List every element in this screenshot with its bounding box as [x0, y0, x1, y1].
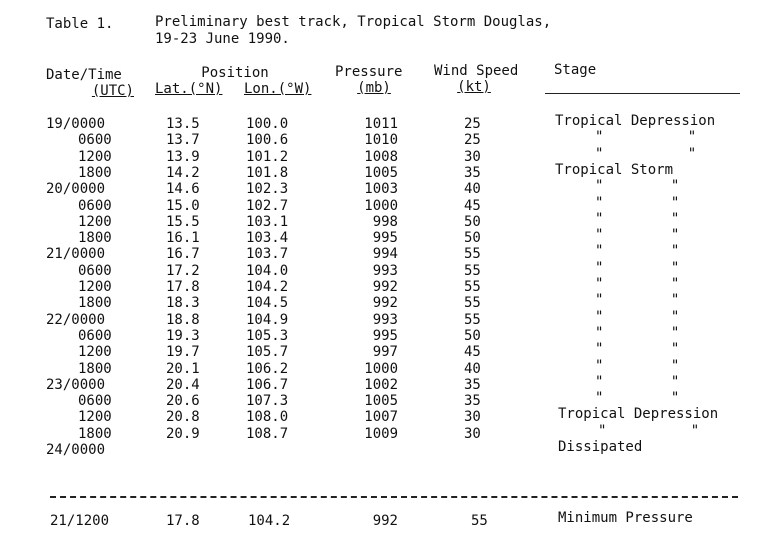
row-lat: 20.9	[166, 426, 200, 442]
row-stage: " "	[595, 325, 680, 341]
row-stage: Tropical Storm	[555, 162, 674, 178]
row-pressure: 1002	[364, 377, 398, 393]
row-lat: 19.3	[166, 328, 200, 344]
header-pressure: Pressure	[335, 64, 403, 80]
row-time: 0600	[78, 393, 112, 409]
row-lat: 15.0	[166, 198, 200, 214]
row-wind: 35	[464, 165, 481, 181]
table-label: Table 1.	[46, 16, 114, 32]
header-lon: Lon.(°W)	[244, 81, 312, 97]
row-lon: 108.7	[246, 426, 289, 442]
row-wind: 30	[464, 426, 481, 442]
row-stage: " "	[595, 243, 680, 259]
row-wind: 55	[464, 246, 481, 262]
row-stage: Tropical Depression	[555, 113, 716, 129]
header-mb: (mb)	[357, 80, 391, 96]
row-stage: " "	[595, 227, 680, 243]
row-time: 1800	[78, 165, 112, 181]
row-time: 23/0000	[46, 377, 106, 393]
row-lon: 102.3	[246, 181, 289, 197]
row-lon: 105.7	[246, 344, 289, 360]
row-time: 22/0000	[46, 312, 106, 328]
row-time: 24/0000	[46, 442, 106, 458]
row-lon: 104.9	[246, 312, 289, 328]
row-lat: 17.8	[166, 279, 200, 295]
row-lat: 20.1	[166, 361, 200, 377]
row-lat: 13.9	[166, 149, 200, 165]
header-position: Position	[201, 65, 269, 81]
row-pressure: 1003	[364, 181, 398, 197]
row-pressure: 1011	[364, 116, 398, 132]
row-lon: 104.2	[246, 279, 289, 295]
row-pressure: 1000	[364, 198, 398, 214]
row-time: 1200	[78, 214, 112, 230]
summary-time: 21/1200	[50, 513, 110, 529]
header-wind: Wind Speed	[434, 63, 519, 79]
row-pressure: 1008	[364, 149, 398, 165]
row-pressure: 998	[372, 214, 398, 230]
row-time: 1200	[78, 344, 112, 360]
row-stage: " "	[595, 276, 680, 292]
row-wind: 25	[464, 132, 481, 148]
row-time: 1800	[78, 361, 112, 377]
row-time: 19/0000	[46, 116, 106, 132]
row-wind: 55	[464, 263, 481, 279]
row-time: 1800	[78, 295, 112, 311]
row-pressure: 1005	[364, 165, 398, 181]
row-lon: 100.0	[246, 116, 289, 132]
row-stage: " "	[595, 309, 680, 325]
row-wind: 50	[464, 230, 481, 246]
row-stage: " "	[595, 129, 697, 145]
table-title-line1: Preliminary best track, Tropical Storm Douglas,	[155, 14, 552, 30]
row-stage: " "	[595, 260, 680, 276]
row-wind: 40	[464, 181, 481, 197]
row-wind: 55	[464, 312, 481, 328]
row-stage: " "	[595, 178, 680, 194]
row-pressure: 1010	[364, 132, 398, 148]
row-lat: 13.7	[166, 132, 200, 148]
row-lon: 106.7	[246, 377, 289, 393]
row-stage: " "	[598, 423, 700, 439]
row-time: 1200	[78, 149, 112, 165]
row-time: 1200	[78, 409, 112, 425]
row-pressure: 993	[372, 312, 398, 328]
row-wind: 30	[464, 149, 481, 165]
row-pressure: 995	[372, 230, 398, 246]
summary-divider	[50, 496, 738, 498]
row-time: 1800	[78, 426, 112, 442]
row-wind: 35	[464, 393, 481, 409]
row-lat: 20.8	[166, 409, 200, 425]
row-pressure: 994	[372, 246, 398, 262]
row-wind: 25	[464, 116, 481, 132]
row-wind: 55	[464, 279, 481, 295]
row-lat: 13.5	[166, 116, 200, 132]
row-stage: " "	[595, 341, 680, 357]
row-lon: 101.2	[246, 149, 289, 165]
row-stage: " "	[595, 195, 680, 211]
row-lon: 107.3	[246, 393, 289, 409]
header-lat: Lat.(°N)	[155, 81, 223, 97]
header-utc: (UTC)	[91, 83, 134, 99]
summary-lon: 104.2	[248, 513, 291, 529]
row-lon: 103.7	[246, 246, 289, 262]
row-stage: " "	[595, 292, 680, 308]
row-pressure: 992	[372, 295, 398, 311]
row-lat: 18.8	[166, 312, 200, 328]
row-pressure: 1007	[364, 409, 398, 425]
row-lat: 17.2	[166, 263, 200, 279]
row-wind: 35	[464, 377, 481, 393]
row-stage: " "	[595, 358, 680, 374]
row-pressure: 995	[372, 328, 398, 344]
row-pressure: 993	[372, 263, 398, 279]
row-stage: Tropical Depression	[558, 406, 719, 422]
row-lat: 20.6	[166, 393, 200, 409]
row-time: 21/0000	[46, 246, 106, 262]
row-lon: 108.0	[246, 409, 289, 425]
row-lat: 20.4	[166, 377, 200, 393]
row-lon: 103.1	[246, 214, 289, 230]
row-lat: 19.7	[166, 344, 200, 360]
row-lon: 100.6	[246, 132, 289, 148]
row-wind: 50	[464, 214, 481, 230]
row-pressure: 997	[372, 344, 398, 360]
row-lon: 104.0	[246, 263, 289, 279]
row-wind: 45	[464, 198, 481, 214]
summary-pressure: 992	[372, 513, 398, 529]
row-lat: 15.5	[166, 214, 200, 230]
row-lon: 104.5	[246, 295, 289, 311]
row-lat: 18.3	[166, 295, 200, 311]
row-lon: 103.4	[246, 230, 289, 246]
row-time: 0600	[78, 132, 112, 148]
summary-stage: Minimum Pressure	[558, 510, 693, 526]
row-time: 1800	[78, 230, 112, 246]
row-time: 0600	[78, 328, 112, 344]
row-time: 0600	[78, 263, 112, 279]
row-time: 0600	[78, 198, 112, 214]
stage-underline	[545, 93, 740, 94]
row-wind: 30	[464, 409, 481, 425]
row-stage: " "	[595, 374, 680, 390]
row-wind: 40	[464, 361, 481, 377]
row-lat: 14.6	[166, 181, 200, 197]
row-lat: 16.1	[166, 230, 200, 246]
row-stage: " "	[595, 146, 697, 162]
row-pressure: 1005	[364, 393, 398, 409]
summary-wind: 55	[471, 513, 488, 529]
row-wind: 45	[464, 344, 481, 360]
row-pressure: 992	[372, 279, 398, 295]
table-title-line2: 19-23 June 1990.	[155, 31, 290, 47]
row-lon: 101.8	[246, 165, 289, 181]
row-wind: 50	[464, 328, 481, 344]
row-stage: Dissipated	[558, 439, 643, 455]
row-lat: 14.2	[166, 165, 200, 181]
summary-lat: 17.8	[166, 513, 200, 529]
row-stage: " "	[595, 390, 680, 406]
row-time: 20/0000	[46, 181, 106, 197]
row-pressure: 1009	[364, 426, 398, 442]
row-wind: 55	[464, 295, 481, 311]
row-time: 1200	[78, 279, 112, 295]
row-lat: 16.7	[166, 246, 200, 262]
row-stage: " "	[595, 211, 680, 227]
header-datetime: Date/Time	[46, 67, 122, 83]
row-lon: 106.2	[246, 361, 289, 377]
row-lon: 105.3	[246, 328, 289, 344]
row-lon: 102.7	[246, 198, 289, 214]
row-pressure: 1000	[364, 361, 398, 377]
header-kt: (kt)	[457, 79, 491, 95]
header-stage: Stage	[554, 62, 597, 78]
